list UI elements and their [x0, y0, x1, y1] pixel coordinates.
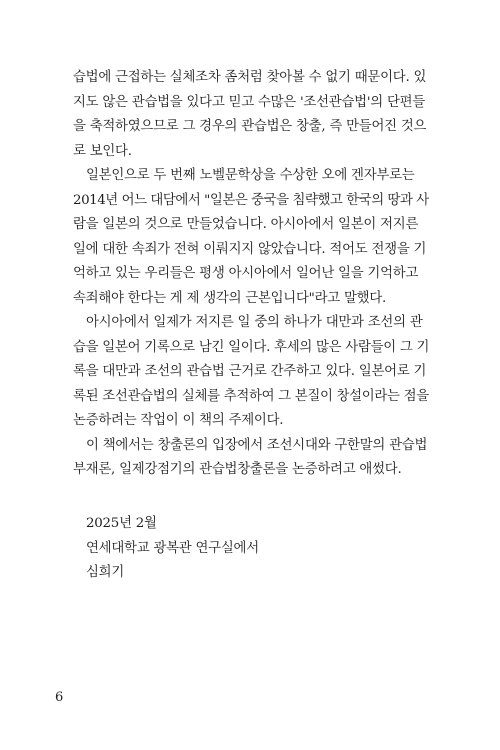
text-line: 부재론, 일제강점기의 관습법창출론을 논증하려고 애썼다. — [73, 462, 402, 477]
text-line: 습법에 근접하는 실체조차 좀처럼 찾아볼 수 없기 때문이다. 있 — [73, 70, 427, 85]
text-line: 록된 조선관습법의 실체를 추적하여 그 본질이 창설이라는 점을 — [73, 388, 429, 404]
paragraph-2 — [73, 164, 429, 311]
text-line: 록을 대만과 조선의 관습법 근거로 간주하고 있다. 일본어로 기 — [73, 364, 427, 379]
page-number: 6 — [55, 690, 64, 705]
text-line: 습을 일본어 기록으로 남긴 일이다. 후세의 많은 사람들이 그 기 — [73, 339, 430, 355]
text-line: 논증하려는 작업이 이 책의 주제이다. — [73, 413, 284, 428]
preface-body — [73, 66, 429, 483]
text-line: 억하고 있는 우리들은 평생 아시아에서 일어난 일을 기억하고 — [73, 266, 419, 281]
text-line: 2014년 어느 대담에서 "일본은 중국을 침략했고 한국의 땅과 사 — [73, 192, 429, 208]
preface-signature — [86, 512, 259, 586]
text-line: 지도 않은 관습법을 있다고 믿고 수많은 '조선관습법'의 단편들 — [73, 94, 426, 110]
text-line: 이 책에서는 창출론의 입장에서 조선시대와 구한말의 관습법 — [86, 437, 428, 453]
paragraph-3 — [73, 311, 429, 434]
paragraph-1 — [73, 66, 429, 164]
text-line: 아시아에서 일제가 저지른 일 중의 하나가 대만과 조선의 관 — [86, 315, 423, 330]
paragraph-4 — [73, 434, 429, 483]
signature-place: 연세대학교 광복관 연구실에서 — [86, 540, 259, 556]
text-line: 속죄해야 한다는 게 제 생각의 근본입니다"라고 말했다. — [73, 290, 387, 306]
text-line: 을 축적하였으므로 그 경우의 관습법은 창출, 즉 만들어진 것으 — [73, 119, 427, 134]
signature-date: 2025년 2월 — [86, 516, 157, 531]
text-line: 일에 대한 속죄가 전혀 이뤄지지 않았습니다. 적어도 전쟁을 기 — [73, 241, 427, 257]
text-line: 일본인으로 두 번째 노벨문학상을 수상한 오에 겐자부로는 — [86, 168, 415, 183]
text-line: 로 보인다. — [73, 143, 132, 159]
signature-author: 심희기 — [86, 565, 125, 580]
text-line: 람을 일본의 것으로 만들었습니다. 아시아에서 일본이 저지른 — [73, 217, 419, 232]
